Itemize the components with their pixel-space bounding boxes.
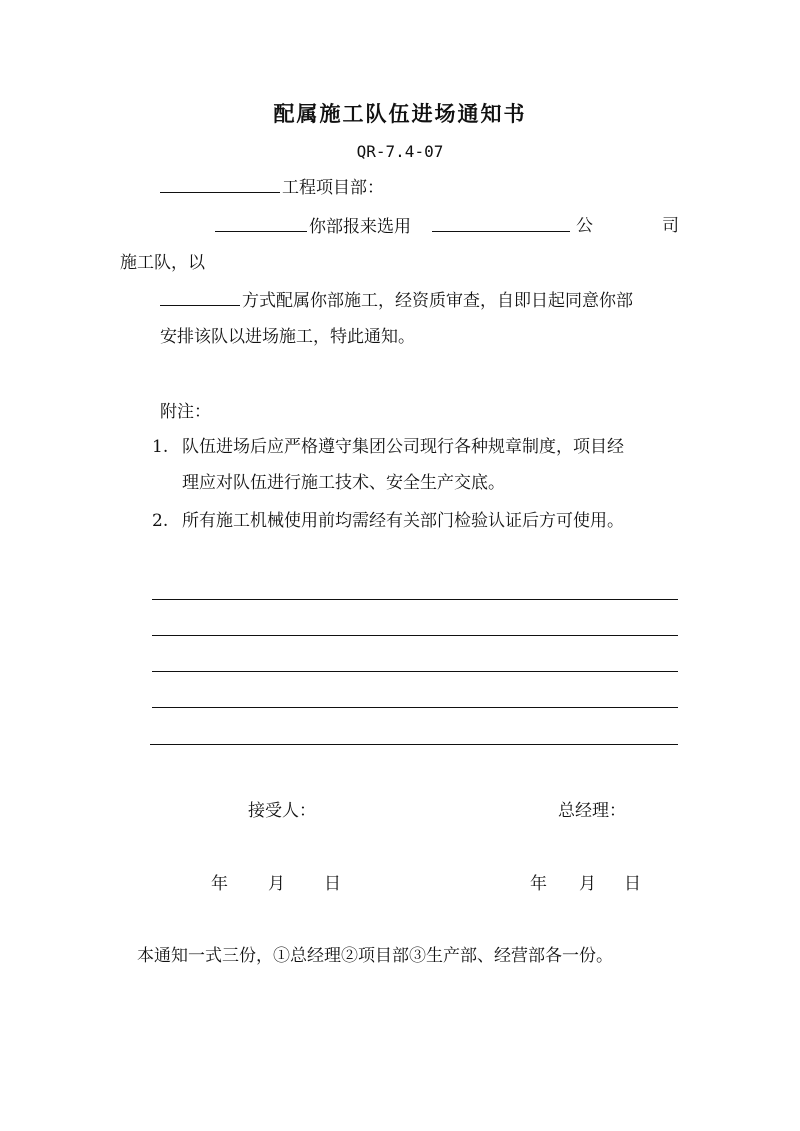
- method-blank[interactable]: [160, 289, 240, 306]
- writing-line-4[interactable]: [152, 707, 678, 708]
- gm-date-year: 年: [530, 874, 547, 894]
- body-line-1: [215, 215, 411, 238]
- writing-line-2[interactable]: [152, 635, 678, 636]
- writing-line-5[interactable]: [150, 744, 678, 745]
- addressee-line: [160, 176, 384, 199]
- body-line-1-text: 你部报来选用: [309, 217, 411, 237]
- gm-date-day: 日: [624, 874, 641, 894]
- writing-line-1[interactable]: [152, 599, 678, 600]
- department-blank[interactable]: [215, 215, 307, 232]
- general-manager-label: 总经理：: [558, 801, 626, 821]
- body-line-3-text: 方式配属你部施工，经资质审查，自即日起同意你部: [242, 291, 633, 311]
- note-1-text: 队伍进场后应严格遵守集团公司现行各种规章制度，项目经: [182, 437, 624, 457]
- note-1-number: 1.: [152, 437, 169, 457]
- body-line-2: 施工队，以: [120, 253, 205, 273]
- company-label-gong: 公: [576, 216, 593, 236]
- project-name-blank[interactable]: [160, 176, 280, 193]
- distribution-note: 本通知一式三份，①总经理②项目部③生产部、经营部各一份。: [137, 946, 613, 966]
- note-heading: 附注：: [160, 402, 211, 422]
- receiver-date-year: 年: [211, 874, 228, 894]
- company-blank[interactable]: [432, 215, 570, 232]
- document-title: 配属施工队伍进场通知书: [273, 101, 527, 126]
- note-2-number: 2.: [152, 511, 169, 531]
- addressee-label: 工程项目部：: [282, 178, 384, 198]
- note-2-text: 所有施工机械使用前均需经有关部门检验认证后方可使用。: [182, 511, 624, 531]
- receiver-date-month: 月: [268, 874, 285, 894]
- gm-date-month: 月: [579, 874, 596, 894]
- company-blank-wrap: [432, 215, 572, 238]
- body-line-4: 安排该队以进场施工，特此通知。: [160, 327, 415, 347]
- note-1-continuation: 理应对队伍进行施工技术、安全生产交底。: [182, 473, 505, 493]
- company-label-si: 司: [662, 216, 679, 236]
- body-line-3: [160, 289, 633, 312]
- receiver-date-day: 日: [324, 874, 341, 894]
- writing-line-3[interactable]: [152, 671, 678, 672]
- form-code: QR-7.4-07: [356, 142, 444, 161]
- receiver-label: 接受人：: [248, 801, 316, 821]
